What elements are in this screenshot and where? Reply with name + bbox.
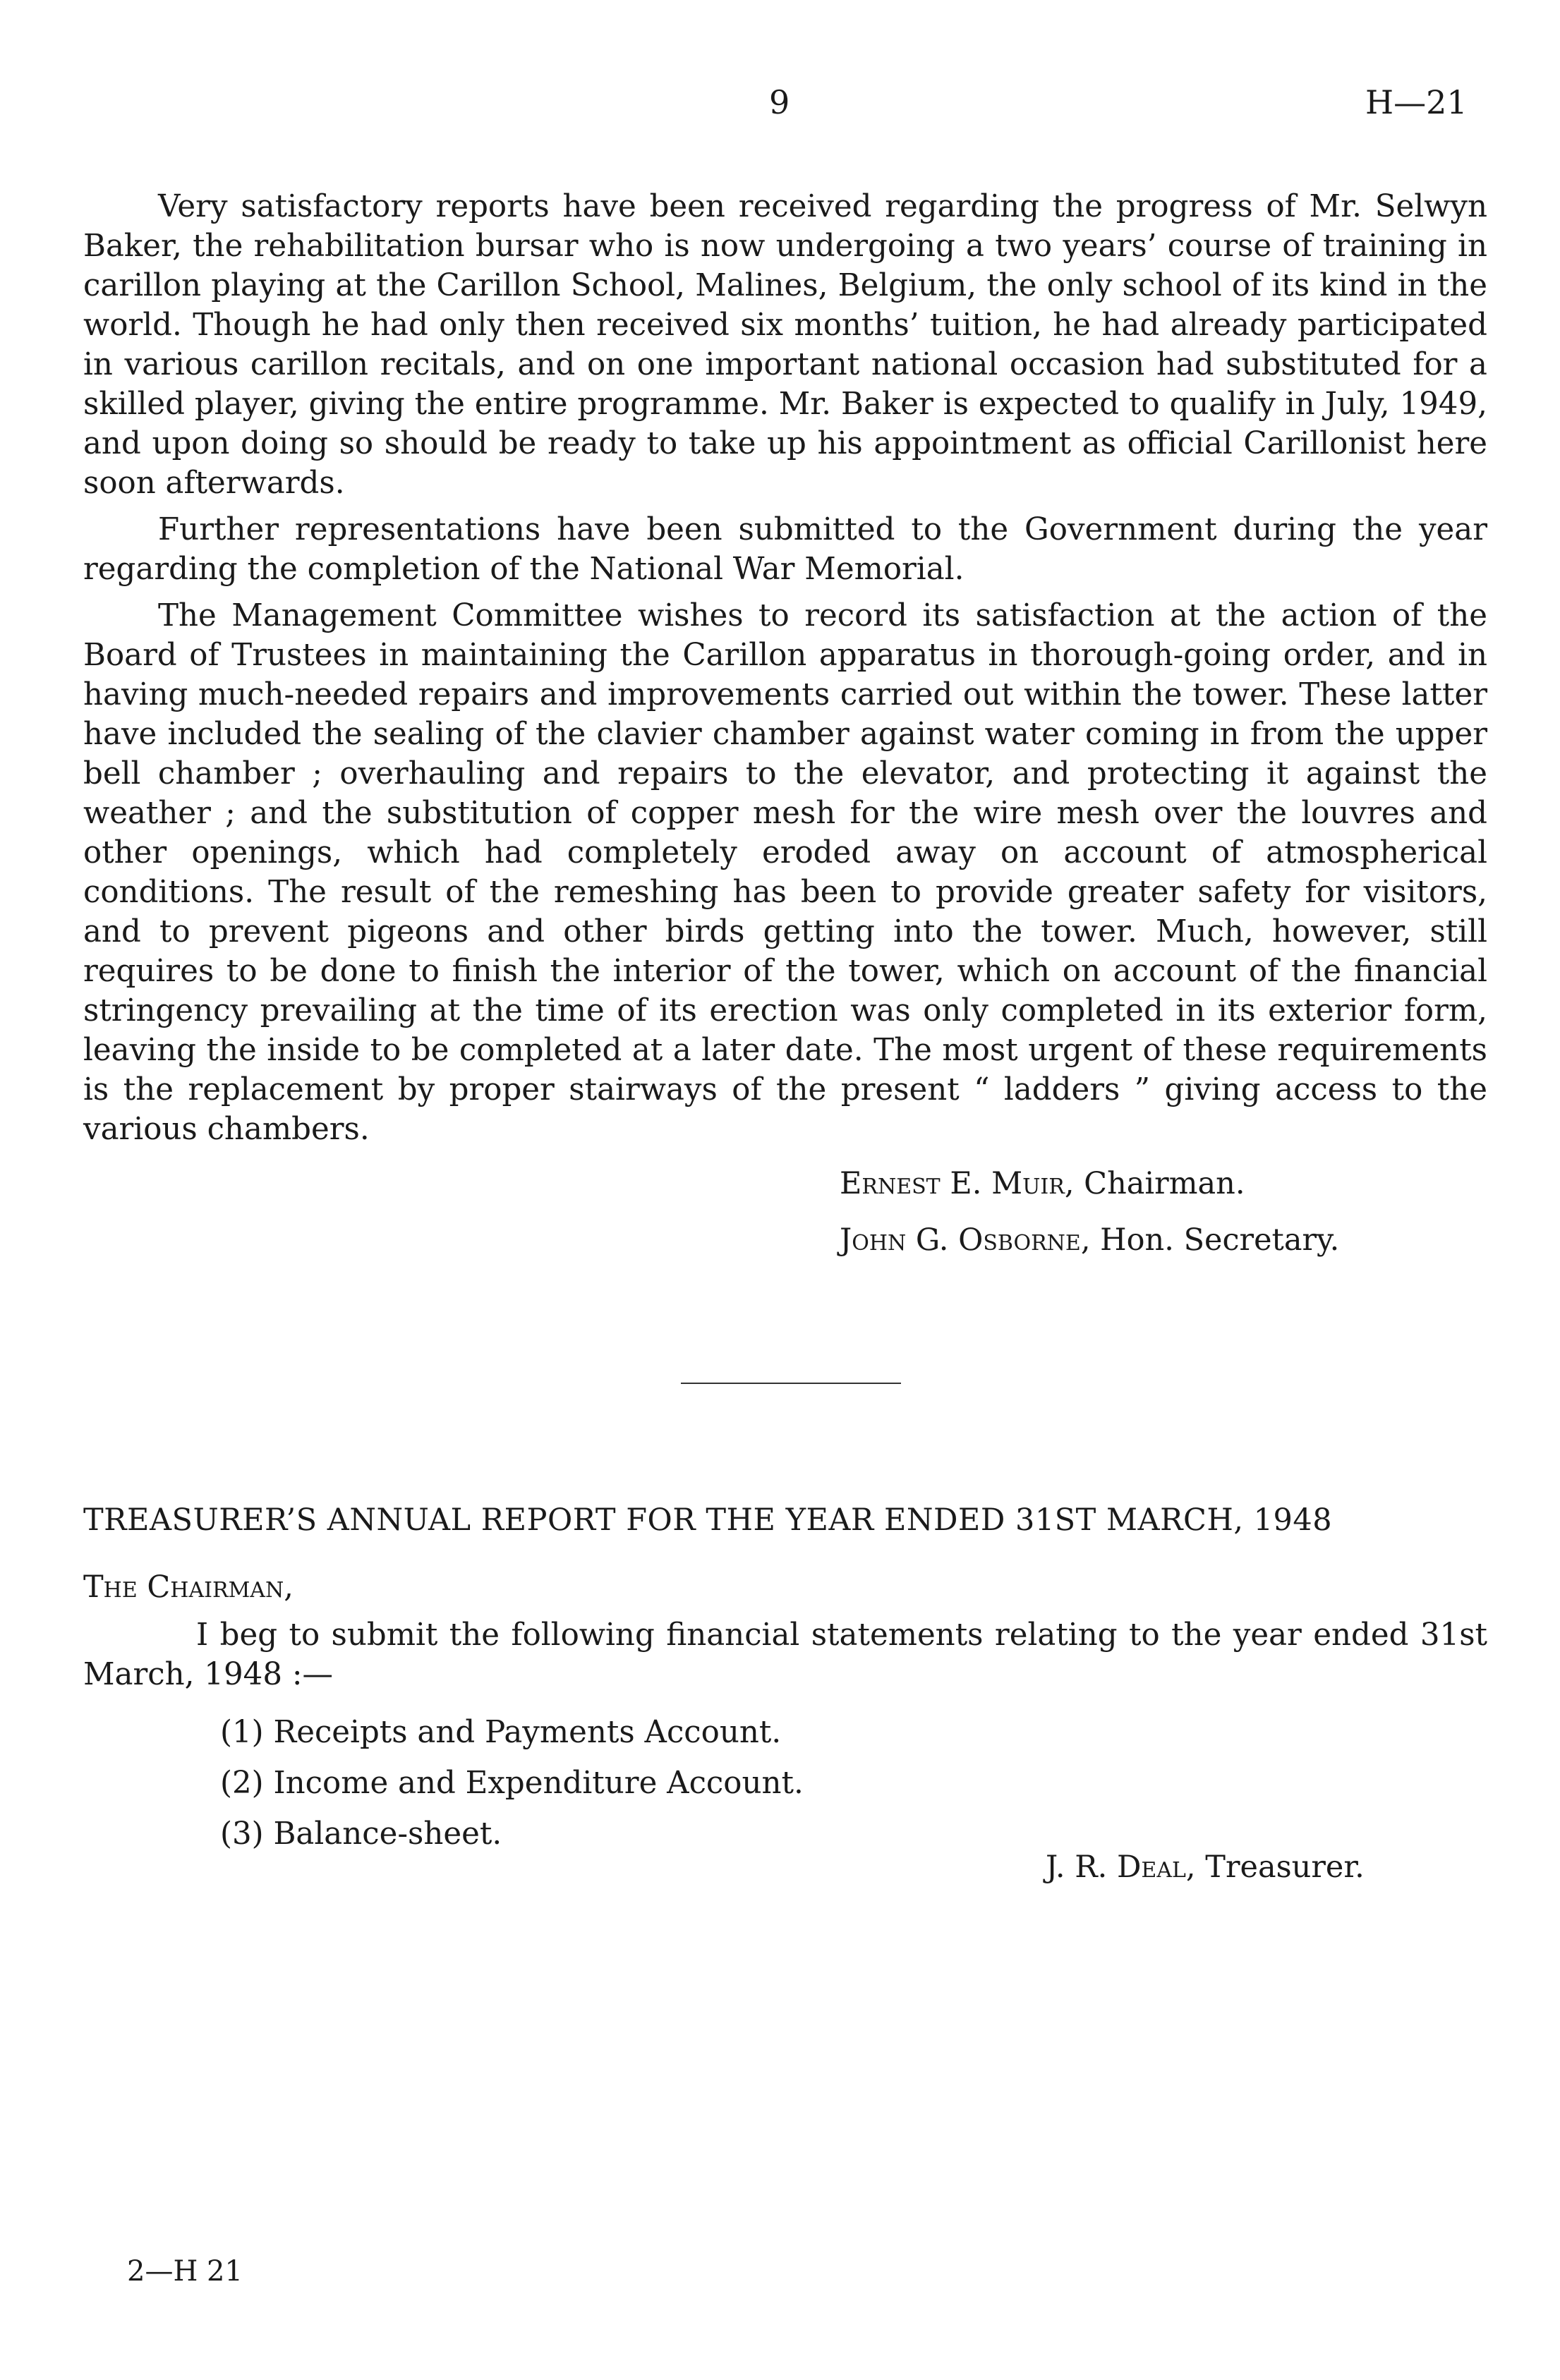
list-item: (3) Balance-sheet. <box>220 1816 502 1852</box>
page-number: 9 <box>769 83 790 121</box>
treasurer-intro: I beg to submit the following financial statements relating to the year ended 31st March, 1948 :— <box>83 1617 1487 1692</box>
secretary-name: John G. Osborne <box>840 1222 1081 1258</box>
printer-signature-mark: 2—H 21 <box>127 2255 243 2288</box>
chairman-name: Ernest E. Muir <box>840 1166 1065 1201</box>
salutation: The Chairman, <box>83 1570 294 1605</box>
paragraph-carillonist-training: Very satisfactory reports have been received regarding the progress of Mr. Selwyn Baker, the rehabilitation bursar who is now undergoing a two years’ course of training in carillon playing at the Carillon School, Malines, Belgium, the only school of its kind in the world. Though he had only then received six months’ tuition, he had already participated in various carillon recitals, and on one important national occasion had substituted for a skilled player, giving the entire programme. Mr. Baker is expected to qualify in July, 1949, and upon doing so should be ready to take up his appointment as official Carillonist here soon afterwards. <box>83 189 1487 501</box>
secretary-title: , Hon. Secretary. <box>1080 1222 1340 1258</box>
section-divider <box>681 1383 901 1384</box>
secretary-signature <box>840 1212 1339 1268</box>
statement-list <box>220 1707 804 1859</box>
page-reference: H—21 <box>1365 83 1468 121</box>
chairman-title: , Chairman. <box>1064 1166 1245 1201</box>
paragraph-war-memorial: Further representations have been submitted to the Government during the year regarding the completion of the National War Memorial. <box>83 512 1487 587</box>
treasurer-title: , Treasurer. <box>1185 1850 1365 1885</box>
list-item: (1) Receipts and Payments Account. <box>220 1715 782 1750</box>
treasurer-report-heading: TREASURER’S ANNUAL REPORT FOR THE YEAR ENDED 31ST MARCH, 1948 <box>83 1502 1333 1538</box>
report-body <box>83 187 1487 1156</box>
list-item: (2) Income and Expenditure Account. <box>220 1766 804 1801</box>
chairman-signature <box>840 1155 1245 1212</box>
paragraph-management-committee: The Management Committee wishes to record its satisfaction at the action of the Board of Trustees in maintaining the Carillon apparatus in thorough-going order, and in having much-needed repairs and improvements carried out within the tower. These latter have included the sealing of the clavier chamber against water coming in from the upper bell chamber ; overhauling and repairs to the elevator, and protecting it against the weather ; and the substitution of copper mesh for the wire mesh over the louvres and other openings, which had completely eroded away on account of atmospherical conditions. The result of the remeshing has been to provide greater safety for visitors, and to prevent pigeons and other birds getting into the tower. Much, however, still requires to be done to finish the interior of the tower, which on account of the financial stringency prevailing at the time of its erection was only completed in its exterior form, leaving the inside to be completed at a later date. The most urgent of these requirements is the replacement by proper stairways of the present “ ladders ” giving access to the various chambers. <box>83 598 1487 1147</box>
treasurer-name: J. R. Deal <box>1046 1850 1186 1885</box>
treasurer-signature <box>1046 1850 1365 1885</box>
